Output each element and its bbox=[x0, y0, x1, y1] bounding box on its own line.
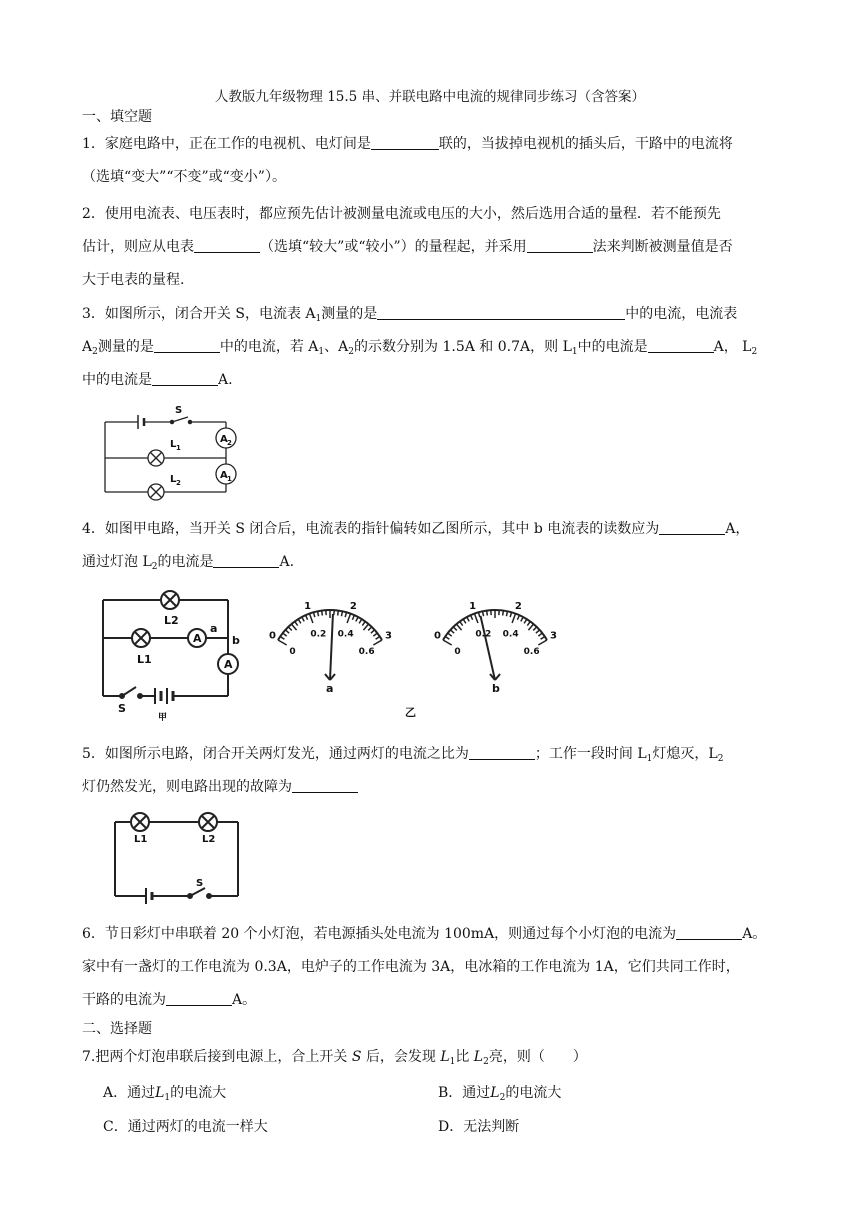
meter-b-tick bbox=[503, 611, 504, 616]
lamp-l2-label: L bbox=[170, 474, 177, 485]
subscript: 1 bbox=[164, 1093, 171, 1103]
q7-var: L bbox=[473, 1049, 484, 1065]
meter-b-tick bbox=[483, 611, 484, 616]
subscript: 2 bbox=[717, 754, 724, 764]
meter-b-tick bbox=[538, 633, 542, 636]
q5-text: 灯仍然发光，则电路出现的故障为 bbox=[82, 779, 292, 795]
meter-b-tick bbox=[524, 619, 527, 623]
q5-circuit-diagram bbox=[110, 808, 245, 908]
question-3-line-1 bbox=[82, 305, 737, 323]
meter-a-tick bbox=[306, 615, 308, 620]
option-text: 的电流大 bbox=[505, 1085, 562, 1101]
q2-text-c: 法来判断被测量值是否 bbox=[592, 239, 733, 255]
q3-text: 中的电流是 bbox=[577, 339, 648, 355]
switch-label: S bbox=[175, 405, 183, 416]
option-c[interactable]: C．通过两灯的电流一样大 bbox=[103, 1119, 268, 1135]
meter-a-bottom-label: 0.4 bbox=[337, 629, 354, 640]
ammeter-a-label: a bbox=[210, 622, 218, 635]
answer-blank[interactable] bbox=[292, 778, 358, 793]
q3-text: 测量的是 bbox=[97, 339, 154, 355]
q7-var: S bbox=[351, 1049, 362, 1065]
meter-a-tick bbox=[376, 636, 380, 639]
lamp-l1-label: L1 bbox=[134, 834, 148, 845]
meter-a-top-label: 1 bbox=[304, 601, 312, 613]
meter-b-tick bbox=[541, 636, 545, 639]
meter-a-tick bbox=[359, 619, 362, 623]
meter-b-tick bbox=[510, 612, 511, 617]
meter-a-tick bbox=[368, 627, 371, 631]
meter-a-tick bbox=[280, 636, 284, 639]
meter-b-tick bbox=[453, 627, 456, 631]
q7-text: 亮，则（ ） bbox=[488, 1049, 587, 1065]
meter-b-tick bbox=[467, 617, 469, 621]
meter-a-tick bbox=[338, 611, 339, 616]
question-3-line-2 bbox=[82, 338, 757, 356]
meter-b-needle-base bbox=[495, 674, 500, 680]
meter-a-top-label: 2 bbox=[349, 601, 357, 613]
subscript: 1 bbox=[315, 314, 322, 324]
figure-jia-label: 甲 bbox=[158, 713, 168, 723]
q3-text-a: 3．如图所示，闭合开关 S，电流表 A bbox=[82, 306, 316, 322]
q7-var: L bbox=[490, 1085, 500, 1101]
question-2-line-2 bbox=[82, 238, 733, 256]
meter-b-top-label: 2 bbox=[514, 601, 522, 613]
option-d[interactable]: D．无法判断 bbox=[438, 1119, 520, 1135]
q4-text: A， bbox=[725, 521, 750, 537]
meter-a-tick bbox=[363, 624, 368, 630]
q5-text: 5．如图所示电路，闭合开关两灯发光，通过两灯的电流之比为 bbox=[82, 746, 469, 762]
q6-text: A。 bbox=[742, 926, 767, 942]
answer-blank[interactable] bbox=[676, 925, 742, 940]
q1-text-a: 1．家庭电路中，正在工作的电视机、电灯间是 bbox=[82, 136, 371, 152]
meter-b-tick bbox=[471, 615, 473, 620]
meter-b-tick bbox=[517, 615, 519, 620]
subscript: 2 bbox=[499, 1093, 506, 1103]
q3-text: A， L bbox=[713, 339, 752, 355]
meter-a-bottom-label: 0.2 bbox=[310, 629, 327, 640]
answer-blank[interactable] bbox=[194, 238, 260, 253]
question-5-line-2 bbox=[82, 778, 358, 796]
q5-text: 灯熄灭，L bbox=[652, 746, 718, 762]
q3-text: 、A bbox=[324, 339, 349, 355]
lamp-l1-label: L1 bbox=[137, 653, 152, 666]
q7-text: 比 bbox=[455, 1049, 470, 1065]
meter-a-needle bbox=[330, 614, 333, 680]
meter-b-bottom-label: 0.4 bbox=[502, 629, 519, 640]
q4-text: 通过灯泡 L bbox=[82, 554, 152, 570]
meter-a-tick bbox=[309, 614, 312, 623]
question-1-line-1 bbox=[82, 135, 733, 153]
subscript: 2 bbox=[751, 347, 758, 357]
ammeter-a1-label: A bbox=[220, 470, 228, 481]
q2-text-a: 估计，则应从电表 bbox=[82, 239, 194, 255]
meter-a-tick bbox=[352, 615, 354, 620]
q7-text: 7.把两个灯泡串联后接到电源上，合上开关 bbox=[82, 1049, 348, 1065]
figure-yi-label: 乙 bbox=[405, 706, 416, 719]
question-4-line-1 bbox=[82, 520, 749, 538]
meter-a-tick bbox=[373, 633, 377, 636]
question-3-line-3 bbox=[82, 371, 233, 389]
q5-text: ；工作一段时间 L bbox=[534, 746, 647, 762]
subscript: 1 bbox=[318, 347, 325, 357]
meter-a-tick bbox=[347, 614, 350, 623]
meter-a-tick bbox=[318, 611, 319, 616]
question-6-line-3 bbox=[82, 991, 256, 1009]
q3-text: 中的电流，若 A bbox=[219, 339, 319, 355]
meter-b-top-label: 1 bbox=[469, 601, 477, 613]
question-4-line-2 bbox=[82, 553, 294, 571]
question-2-line-1: 2．使用电流表、电压表时，都应预先估计被测量电流或电压的大小，然后选用合适的量程．若不能预先 bbox=[82, 206, 721, 222]
meter-a-bottom-label: 0 bbox=[289, 647, 296, 657]
meter-b-bottom-label: 0 bbox=[454, 647, 461, 657]
q7-var: L bbox=[440, 1049, 450, 1065]
q6-text: 6．节日彩灯中串联着 20 个小灯泡，若电源插头处电流为 100mA，则通过每个小灯泡的电流为 bbox=[82, 926, 677, 942]
subscript: 1 bbox=[449, 1057, 456, 1067]
q4-text: 4．如图甲电路，当开关 S 闭合后，电流表的指针偏转如乙图所示，其中 b 电流表的读数应为 bbox=[82, 521, 660, 537]
meter-b-top-label: 3 bbox=[550, 630, 557, 642]
option-text: 的电流大 bbox=[170, 1085, 227, 1101]
meter-b-tick bbox=[506, 611, 507, 616]
q4-ammeter-dials bbox=[255, 588, 555, 723]
meter-b-top-label: 0 bbox=[433, 630, 441, 642]
answer-blank[interactable] bbox=[659, 520, 725, 535]
meter-b-tick bbox=[448, 633, 452, 636]
answer-blank[interactable] bbox=[371, 135, 439, 150]
meter-a-tick bbox=[295, 621, 298, 625]
question-6-line-2: 家中有一盏灯的工作电流为 0.3A，电炉子的工作电流为 3A，电冰箱的工作电流为 1A，它们共同工作时， bbox=[82, 959, 740, 975]
q3-text-c: 中的电流，电流表 bbox=[625, 306, 738, 322]
meter-a-tick bbox=[291, 624, 296, 630]
meter-a-bottom-label: 0.6 bbox=[358, 647, 375, 657]
subscript: 1 bbox=[571, 347, 578, 357]
question-2-line-3: 大于电表的量程. bbox=[82, 272, 185, 288]
meter-b-tick bbox=[536, 630, 540, 633]
answer-blank[interactable] bbox=[166, 991, 232, 1006]
subscript: 2 bbox=[483, 1057, 489, 1067]
q6-text: A。 bbox=[232, 992, 257, 1008]
q3-text: 中的电流是 bbox=[82, 372, 152, 388]
meter-b-tick bbox=[487, 611, 488, 616]
subscript: 2 bbox=[92, 347, 98, 357]
q1-text-b: 联的，当拔掉电视机的插头后，干路中的电流将 bbox=[438, 136, 733, 152]
meter-b-bottom-label: 0.2 bbox=[475, 629, 492, 640]
meter-a-tick bbox=[371, 630, 375, 633]
ammeter-a2-label: A bbox=[220, 434, 228, 445]
question-7-stem bbox=[82, 1048, 587, 1066]
meter-b-tick bbox=[538, 640, 547, 645]
meter-a-tick bbox=[373, 640, 382, 645]
answer-blank[interactable] bbox=[152, 371, 218, 386]
meter-a-top-label: 0 bbox=[268, 630, 276, 642]
question-5-line-1 bbox=[82, 745, 723, 763]
question-6-line-1 bbox=[82, 925, 766, 943]
meter-b-tick bbox=[527, 621, 530, 625]
switch-label: S bbox=[196, 878, 204, 889]
option-b[interactable] bbox=[438, 1084, 561, 1102]
meter-b-bottom-label: 0.6 bbox=[523, 647, 540, 657]
answer-blank[interactable] bbox=[154, 338, 220, 353]
ammeter-b-label: b bbox=[232, 634, 240, 647]
ammeter-a1-sub: 1 bbox=[227, 475, 232, 483]
q3-circuit-diagram bbox=[100, 400, 245, 500]
subscript: 1 bbox=[646, 754, 653, 764]
q4-circuit-diagram bbox=[100, 588, 250, 723]
meter-a-top-label: 3 bbox=[385, 630, 392, 642]
q3-text: A. bbox=[218, 372, 233, 388]
answer-blank[interactable] bbox=[527, 238, 593, 253]
meter-a-tick bbox=[362, 621, 365, 625]
meter-b-tick bbox=[463, 619, 466, 623]
subscript: 2 bbox=[151, 562, 158, 572]
section-heading-fill-blank: 一、填空题 bbox=[82, 109, 152, 125]
q6-text: 干路的电流为 bbox=[82, 992, 166, 1008]
meter-a-tick bbox=[302, 617, 304, 621]
answer-blank[interactable] bbox=[377, 305, 625, 320]
meter-a-tick bbox=[283, 633, 287, 636]
switch-label: S bbox=[118, 702, 126, 715]
meter-b-tick bbox=[521, 617, 523, 621]
option-a[interactable] bbox=[103, 1084, 226, 1102]
meter-b-tick bbox=[460, 621, 463, 625]
meter-a-tick bbox=[313, 612, 314, 617]
q3-text: A bbox=[82, 339, 93, 355]
meter-b-tick bbox=[474, 614, 477, 623]
q7-text: 后，会发现 bbox=[365, 1049, 436, 1065]
ammeter-b-symbol: A bbox=[224, 658, 233, 671]
answer-blank[interactable] bbox=[213, 553, 279, 568]
lamp-l2-sub: 2 bbox=[176, 479, 181, 487]
q7-var: L bbox=[155, 1085, 165, 1101]
meter-b-tick bbox=[512, 614, 515, 623]
q3-text-b: 测量的是 bbox=[321, 306, 378, 322]
meter-b-tick bbox=[445, 636, 449, 639]
q4-text: 的电流是 bbox=[157, 554, 214, 570]
meter-b-tick bbox=[450, 630, 454, 633]
meter-a-caption: a bbox=[326, 682, 334, 695]
page-title: 人教版九年级物理 15.5 串、并联电路中电流的规律同步练习（含答案） bbox=[214, 89, 646, 105]
lamp-l1-sub: 1 bbox=[176, 444, 181, 452]
q2-text-b: （选填“较大”或“较小”）的量程起，并采用 bbox=[260, 239, 527, 255]
answer-blank[interactable] bbox=[469, 745, 535, 760]
q3-text: 的示数分别为 1.5A 和 0.7A，则 L bbox=[354, 339, 572, 355]
meter-a-tick bbox=[288, 627, 291, 631]
meter-b-tick bbox=[443, 640, 452, 645]
meter-a-tick bbox=[345, 612, 346, 617]
meter-a-tick bbox=[278, 640, 287, 645]
meter-a-tick bbox=[285, 630, 289, 633]
option-text: A．通过 bbox=[103, 1085, 156, 1101]
option-text: B．通过 bbox=[438, 1085, 491, 1101]
meter-b-needle bbox=[481, 616, 495, 680]
q4-text: A. bbox=[279, 554, 295, 570]
subscript: 2 bbox=[348, 347, 355, 357]
answer-blank[interactable] bbox=[648, 338, 714, 353]
question-1-line-2: （选填“变大”“不变”或“变小”）。 bbox=[82, 169, 286, 185]
meter-a-tick bbox=[322, 611, 323, 616]
meter-b-tick bbox=[533, 627, 536, 631]
meter-b-tick bbox=[456, 624, 461, 630]
meter-a-tick bbox=[341, 611, 342, 616]
section-heading-choice: 二、选择题 bbox=[82, 1021, 152, 1037]
ammeter-a2-sub: 2 bbox=[227, 439, 232, 447]
meter-b-caption: b bbox=[492, 682, 500, 695]
meter-a-tick bbox=[298, 619, 301, 623]
lamp-l2-label: L2 bbox=[202, 834, 216, 845]
lamp-l2-label: L2 bbox=[164, 614, 179, 627]
meter-a-tick bbox=[356, 617, 358, 621]
lamp-l1-label: L bbox=[170, 439, 177, 450]
meter-b-tick bbox=[528, 624, 533, 630]
ammeter-a-symbol: A bbox=[193, 632, 202, 645]
